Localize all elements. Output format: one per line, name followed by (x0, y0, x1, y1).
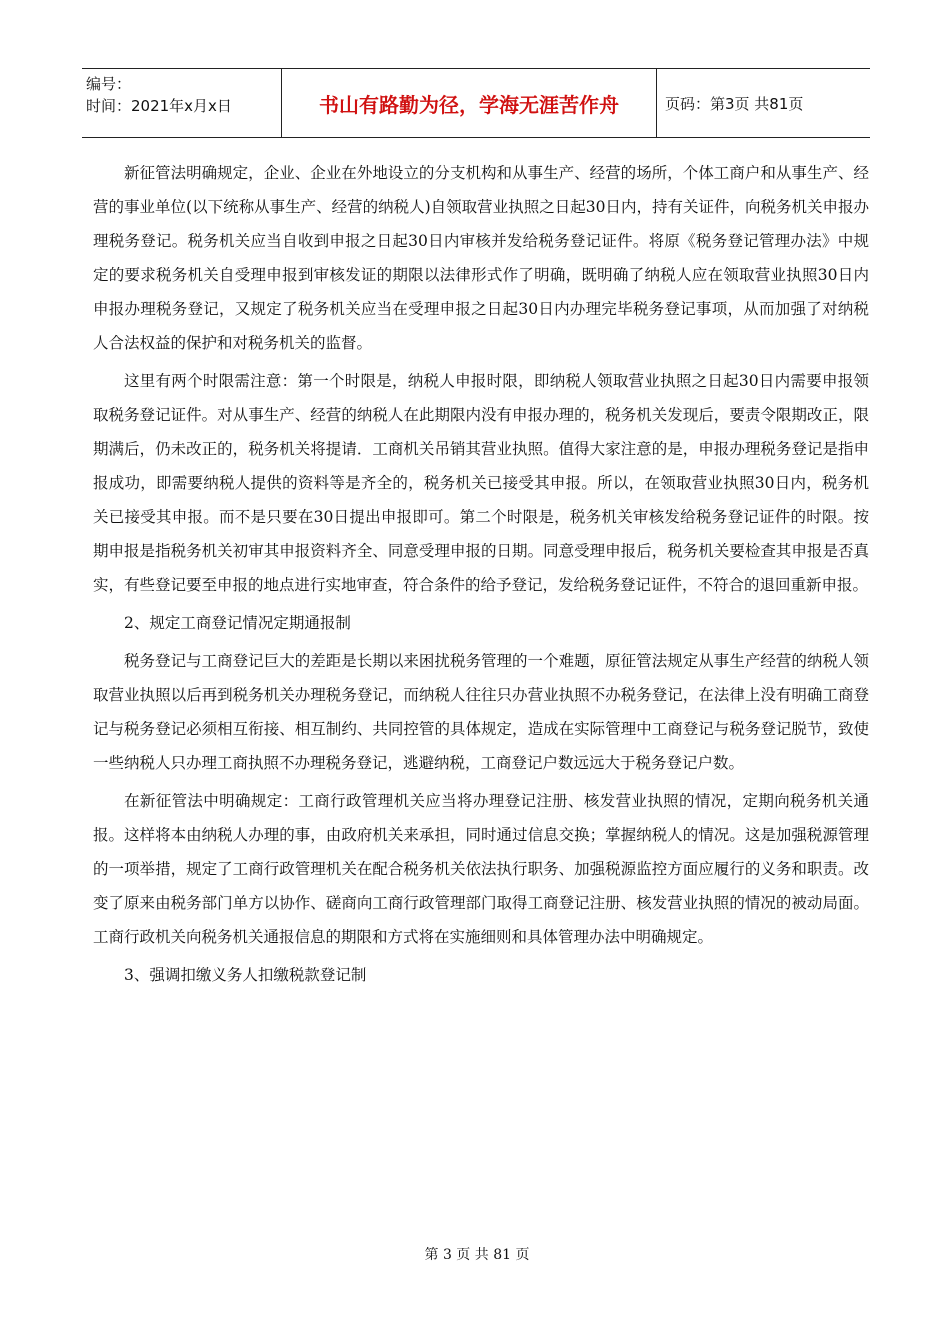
section-heading: 3、强调扣缴义务人扣缴税款登记制 (124, 966, 367, 984)
page-header (82, 68, 870, 138)
date-label: 时间：2021年x月x日 (86, 97, 232, 115)
header-page-label: 页码：第3页 共81页 (665, 94, 804, 113)
document-body (93, 156, 869, 992)
paragraph: 新征管法明确规定，企业、企业在外地设立的分支机构和从事生产、经营的场所，个体工商户和从事生产、经营的事业单位(以下统称从事生产、经营的纳税人)自领取营业执照之日起30日内，持有关证件，向税务机关申报办理税务登记。税务机关应当自收到申报之日起30日内审核并发给税务登记证件。将原《税务登记管理办法》中规定的要求税务机关自受理申报到审核发证的期限以法律形式作了明确，既明确了纳税人应在领取营业执照30日内申报办理税务登记，又规定了税务机关应当在受理申报之日起30日内办理完毕税务登记事项，从而加强了对纳税人合法权益的保护和对税务机关的监督。 (93, 164, 869, 352)
paragraph: 税务登记与工商登记巨大的差距是长期以来困扰税务管理的一个难题，原征管法规定从事生产经营的纳税人领取营业执照以后再到税务机关办理税务登记，而纳税人往往只办营业执照不办税务登记，在法律上没有明确工商登记与税务登记必须相互衔接、相互制约、共同控管的具体规定，造成在实际管理中工商登记与税务登记脱节，致使一些纳税人只办理工商执照不办理税务登记，逃避纳税，工商登记户数远远大于税务登记户数。 (93, 652, 869, 772)
header-info-cell (82, 69, 282, 137)
paragraph: 这里有两个时限需注意：第一个时限是，纳税人申报时限，即纳税人领取营业执照之日起30日内需要申报领取税务登记证件。对从事生产、经营的纳税人在此期限内没有申报办理的，税务机关发现后，要责令限期改正，限期满后，仍未改正的，税务机关将提请．工商机关吊销其营业执照。值得大家注意的是，申报办理税务登记是指申报成功，即需要纳税人提供的资料等是齐全的，税务机关已接受其申报。所以，在领取营业执照30日内，税务机关已接受其申报。而不是只要在30日提出申报即可。第二个时限是，税务机关审核发给税务登记证件的时限。按期申报是指税务机关初审其申报资料齐全、同意受理申报的日期。同意受理申报后，税务机关要检查其申报是否真实，有些登记要至申报的地点进行实地审查，符合条件的给予登记，发给税务登记证件，不符合的退回重新申报。 (93, 372, 869, 594)
section-heading: 2、规定工商登记情况定期通报制 (124, 614, 351, 632)
number-label: 编号： (86, 75, 132, 93)
page-footer: 第 3 页 共 81 页 (424, 1247, 530, 1263)
paragraph: 在新征管法中明确规定：工商行政管理机关应当将办理登记注册、核发营业执照的情况，定期向税务机关通报。这样将本由纳税人办理的事，由政府机关来承担，同时通过信息交换；掌握纳税人的情况。这是加强税源管理的一项举措，规定了工商行政管理机关在配合税务机关依法执行职务、加强税源监控方面应履行的义务和职责。改变了原来由税务部门单方以协作、磋商向工商行政管理部门取得工商登记注册、核发营业执照的情况的被动局面。工商行政机关向税务机关通报信息的期限和方式将在实施细则和具体管理办法中明确规定。 (93, 792, 869, 946)
header-motto: 书山有路勤为径，学海无涯苦作舟 (282, 69, 657, 137)
